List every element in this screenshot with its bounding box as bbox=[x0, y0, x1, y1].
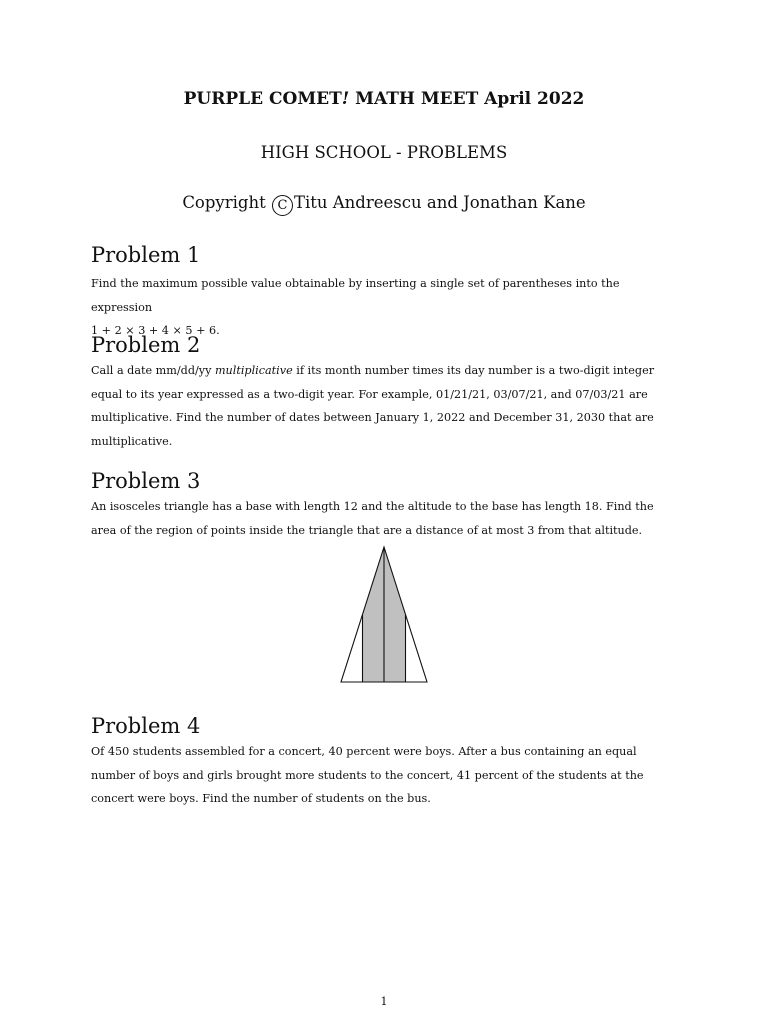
title-suffix: MATH MEET April 2022 bbox=[349, 89, 585, 109]
problem-1-line-1: Find the maximum possible value obtainable by inserting a single set of parentheses into the expression bbox=[91, 277, 620, 314]
problem-2-text-before: Call a date mm/dd/yy bbox=[91, 364, 215, 377]
copyright-authors: Titu Andreescu and Jonathan Kane bbox=[293, 193, 586, 212]
problem-2-term: multiplicative bbox=[214, 364, 293, 377]
title-bang: ! bbox=[341, 89, 350, 109]
problem-1-expression: 1 + 2 × 3 + 4 × 5 + 6. bbox=[91, 324, 220, 337]
problem-3-text: An isosceles triangle has a base with length 12 and the altitude to the base has length 18. Find the area of the region of points inside the triangle that are a distance of at most 3 from that altitude. bbox=[91, 500, 654, 537]
problem-4-text: Of 450 students assembled for a concert, 40 percent were boys. After a bus containing an equal number of boys and girls brought more students to the concert, 41 percent of the students at the concert were boys. Find the number of students on the bus. bbox=[91, 745, 644, 805]
problem-1-text bbox=[91, 272, 681, 343]
problem-2-heading: Problem 2 bbox=[91, 333, 201, 357]
problem-2-text-after: if its month number times its day number is a two-digit integer equal to its year expressed as a two-digit year. For example, 01/21/21, 03/07/21, and 07/03/21 are multiplicative. Find the number of dates between January 1, 2022 and December 31, 2030 that are multiplicative. bbox=[91, 364, 655, 448]
copyright-line bbox=[0, 193, 768, 216]
problem-3-heading: Problem 3 bbox=[91, 469, 201, 493]
copyright-word: Copyright bbox=[182, 193, 271, 212]
problem-4-heading: Problem 4 bbox=[91, 714, 201, 738]
title-prefix: PURPLE COMET bbox=[183, 89, 342, 109]
contest-title bbox=[0, 89, 768, 109]
contest-subtitle: HIGH SCHOOL - PROBLEMS bbox=[260, 143, 508, 162]
triangle-figure bbox=[338, 545, 430, 685]
copyright-icon: C bbox=[272, 195, 293, 216]
problem-1-heading: Problem 1 bbox=[91, 243, 201, 267]
page-number: 1 bbox=[380, 995, 388, 1008]
problem-2-text bbox=[91, 359, 681, 453]
